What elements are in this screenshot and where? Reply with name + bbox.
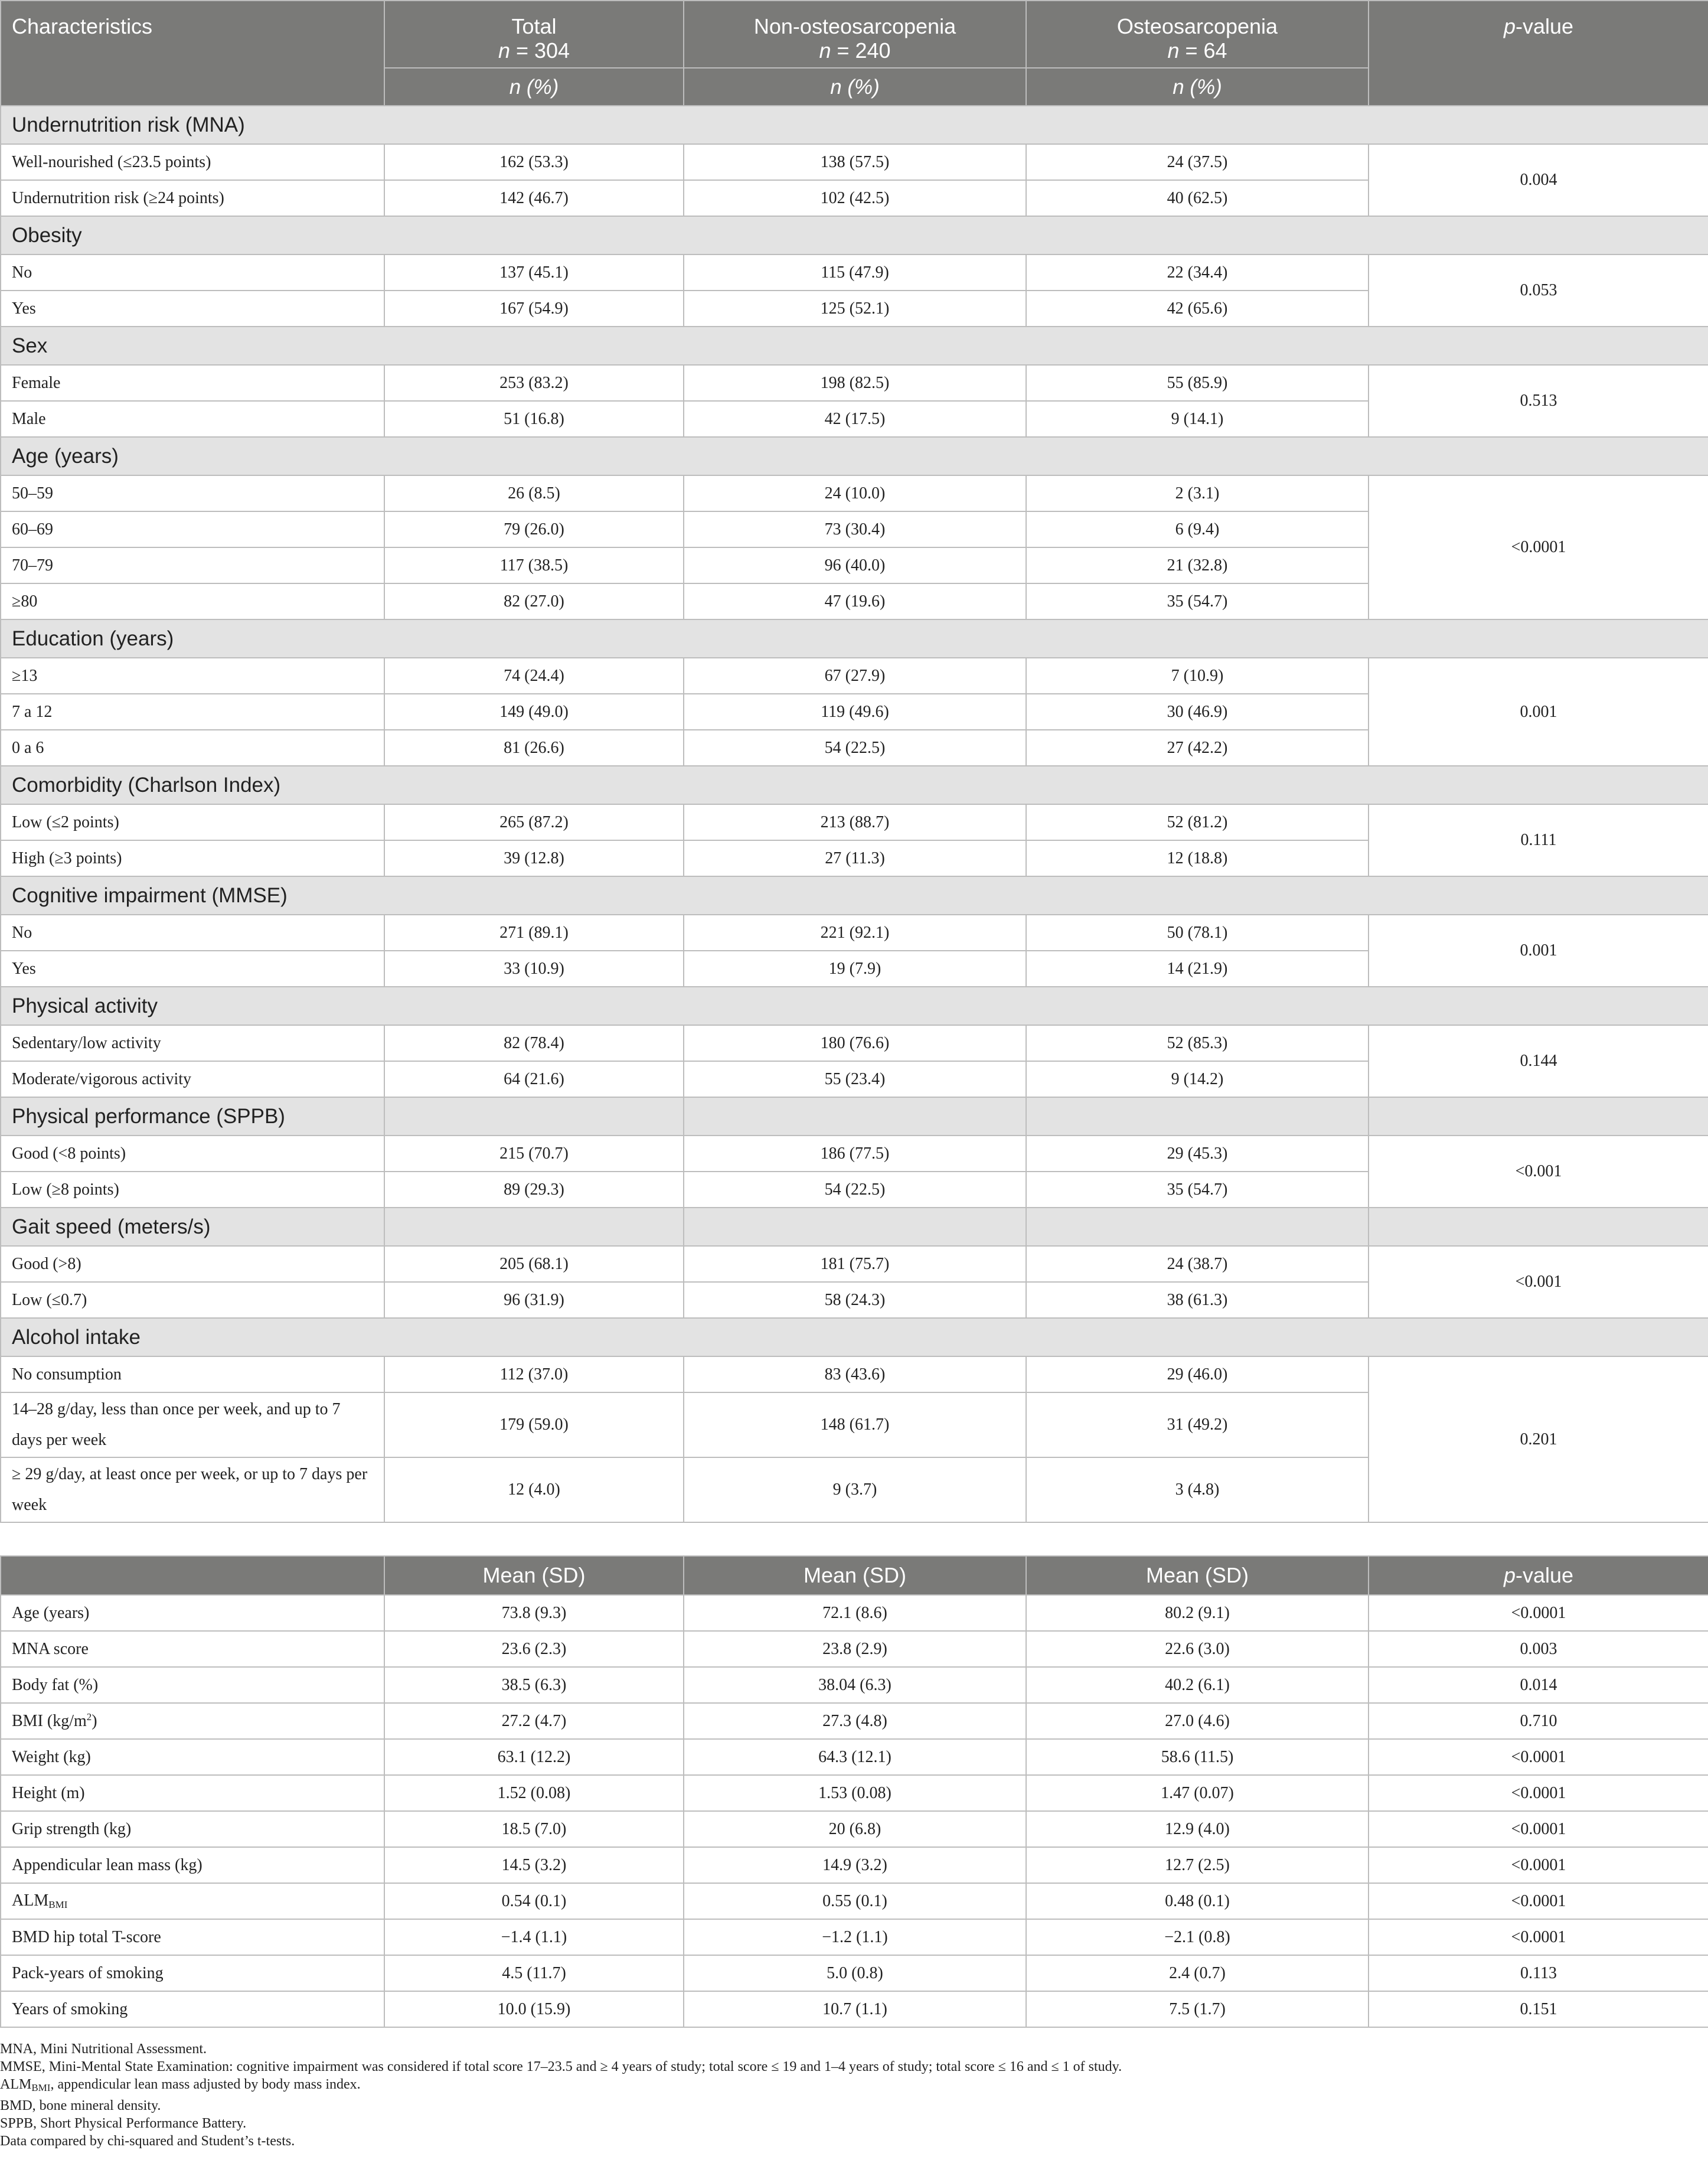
cell-non-osteosarcopenia: 221 (92.1)	[684, 915, 1026, 951]
row-label	[1, 1667, 384, 1703]
cell-total: 179 (59.0)	[384, 1392, 684, 1457]
cell-non-osteosarcopenia: 180 (76.6)	[684, 1025, 1026, 1061]
row-label: Low (≤2 points)	[1, 804, 384, 840]
section-title: Obesity	[1, 216, 1708, 255]
header2-mean-total: Mean (SD)	[384, 1556, 684, 1595]
section-header	[1, 437, 1708, 475]
row-label-text: Body fat (%)	[12, 1675, 99, 1694]
cell-non-osteosarcopenia: 54 (22.5)	[684, 730, 1026, 766]
cell-total: 12 (4.0)	[384, 1457, 684, 1522]
cell-total: 33 (10.9)	[384, 951, 684, 987]
row-label: 50–59	[1, 475, 384, 511]
cell-osteosarcopenia: 14 (21.9)	[1026, 951, 1369, 987]
cell-total: 142 (46.7)	[384, 180, 684, 216]
header-p-rest: -value	[1515, 14, 1574, 38]
table-row	[1, 1136, 1708, 1172]
row-label: Yes	[1, 291, 384, 327]
cell-non-osteosarcopenia: 14.9 (3.2)	[684, 1847, 1026, 1883]
header2-p-value	[1369, 1556, 1708, 1595]
cell-p-value: 0.004	[1369, 144, 1708, 216]
header-n-pct-non: n (%)	[684, 68, 1026, 106]
cell-p-value: 0.001	[1369, 658, 1708, 766]
cell-p-value: <0.001	[1369, 1246, 1708, 1318]
header-total	[384, 1, 684, 68]
cell-total: 149 (49.0)	[384, 694, 684, 730]
table2-body	[1, 1595, 1708, 2027]
section-empty-cell	[384, 1208, 684, 1246]
row-label: Male	[1, 401, 384, 437]
header-total-label: Total	[511, 14, 557, 38]
row-label: No	[1, 915, 384, 951]
cell-osteosarcopenia: 30 (46.9)	[1026, 694, 1369, 730]
header-osteo-label: Osteosarcopenia	[1116, 14, 1278, 38]
cell-non-osteosarcopenia: 9 (3.7)	[684, 1457, 1026, 1522]
cell-osteosarcopenia: 6 (9.4)	[1026, 511, 1369, 547]
row-label-text: BMD hip total T-score	[12, 1927, 161, 1946]
cell-non-osteosarcopenia: 148 (61.7)	[684, 1392, 1026, 1457]
header-p-value	[1369, 1, 1708, 106]
table-row	[1, 915, 1708, 951]
note-mmse: MMSE, Mini-Mental State Examination: cognitive impairment was considered if total score 17–23.5 and ≥ 4 years of study; total score ≤ 19 and 1–4 years of study; total score ≤ 16 and ≤ 1 of study.	[0, 2059, 1122, 2074]
cell-non-osteosarcopenia: 83 (43.6)	[684, 1356, 1026, 1392]
cell-non-osteosarcopenia: 55 (23.4)	[684, 1061, 1026, 1097]
cell-osteosarcopenia: 0.48 (0.1)	[1026, 1883, 1369, 1919]
row-label	[1, 1703, 384, 1739]
row-label: Undernutrition risk (≥24 points)	[1, 180, 384, 216]
means-table	[0, 1555, 1708, 2028]
table-row	[1, 1883, 1708, 1919]
cell-p-value: 0.144	[1369, 1025, 1708, 1097]
cell-total: 74 (24.4)	[384, 658, 684, 694]
section-empty-cell	[684, 1097, 1026, 1136]
row-label	[1, 1883, 384, 1919]
header-p-italic: p	[1503, 14, 1516, 38]
table-row	[1, 1919, 1708, 1955]
section-empty-cell	[684, 1208, 1026, 1246]
cell-p-value: 0.151	[1369, 1991, 1708, 2027]
section-title: Gait speed (meters/s)	[1, 1208, 384, 1246]
cell-total: 82 (78.4)	[384, 1025, 684, 1061]
cell-p-value: <0.0001	[1369, 475, 1708, 619]
cell-p-value: <0.0001	[1369, 1811, 1708, 1847]
header2-mean-osteo: Mean (SD)	[1026, 1556, 1369, 1595]
table-row	[1, 1356, 1708, 1392]
cell-non-osteosarcopenia: 213 (88.7)	[684, 804, 1026, 840]
cell-osteosarcopenia: 27 (42.2)	[1026, 730, 1369, 766]
cell-p-value: 0.003	[1369, 1631, 1708, 1667]
section-header	[1, 106, 1708, 144]
header-non-label: Non-osteosarcopenia	[753, 14, 956, 38]
cell-total: 4.5 (11.7)	[384, 1955, 684, 1991]
row-label	[1, 1847, 384, 1883]
table-row	[1, 1739, 1708, 1775]
cell-osteosarcopenia: 42 (65.6)	[1026, 291, 1369, 327]
row-label: No	[1, 255, 384, 291]
cell-osteosarcopenia: 7 (10.9)	[1026, 658, 1369, 694]
row-label: Well-nourished (≤23.5 points)	[1, 144, 384, 180]
row-label: ≥ 29 g/day, at least once per week, or up to 7 days per week	[1, 1457, 384, 1522]
note-alm	[0, 2076, 1700, 2097]
cell-total: 18.5 (7.0)	[384, 1811, 684, 1847]
cell-non-osteosarcopenia: 72.1 (8.6)	[684, 1595, 1026, 1631]
cell-p-value: <0.0001	[1369, 1883, 1708, 1919]
row-label: 70–79	[1, 547, 384, 583]
header-non-osteosarcopenia	[684, 1, 1026, 68]
cell-osteosarcopenia: 7.5 (1.7)	[1026, 1991, 1369, 2027]
row-label	[1, 1631, 384, 1667]
header-total-n-value: = 304	[510, 38, 570, 63]
cell-osteosarcopenia: 40 (62.5)	[1026, 180, 1369, 216]
section-header	[1, 987, 1708, 1025]
section-header	[1, 327, 1708, 365]
cell-p-value: <0.0001	[1369, 1775, 1708, 1811]
row-label	[1, 1919, 384, 1955]
cell-osteosarcopenia: 24 (37.5)	[1026, 144, 1369, 180]
row-label: ≥13	[1, 658, 384, 694]
cell-total: 81 (26.6)	[384, 730, 684, 766]
cell-p-value: 0.201	[1369, 1356, 1708, 1522]
cell-non-osteosarcopenia: 115 (47.9)	[684, 255, 1026, 291]
note-mna: MNA, Mini Nutritional Assessment.	[0, 2041, 207, 2057]
section-title: Physical performance (SPPB)	[1, 1097, 384, 1136]
cell-total: 167 (54.9)	[384, 291, 684, 327]
cell-non-osteosarcopenia: 138 (57.5)	[684, 144, 1026, 180]
cell-non-osteosarcopenia: 73 (30.4)	[684, 511, 1026, 547]
section-title: Sex	[1, 327, 1708, 365]
cell-p-value: 0.001	[1369, 915, 1708, 987]
row-label-sup: 2	[86, 1711, 92, 1722]
table-row	[1, 1955, 1708, 1991]
cell-total: 0.54 (0.1)	[384, 1883, 684, 1919]
cell-osteosarcopenia: 40.2 (6.1)	[1026, 1667, 1369, 1703]
cell-non-osteosarcopenia: 27.3 (4.8)	[684, 1703, 1026, 1739]
cell-total: 14.5 (3.2)	[384, 1847, 684, 1883]
cell-p-value: <0.001	[1369, 1136, 1708, 1208]
header2-mean-non: Mean (SD)	[684, 1556, 1026, 1595]
table-row	[1, 1847, 1708, 1883]
cell-non-osteosarcopenia: 54 (22.5)	[684, 1172, 1026, 1208]
row-label	[1, 1955, 384, 1991]
cell-osteosarcopenia: 35 (54.7)	[1026, 1172, 1369, 1208]
row-label: Low (≤0.7)	[1, 1282, 384, 1318]
cell-osteosarcopenia: 29 (45.3)	[1026, 1136, 1369, 1172]
cell-non-osteosarcopenia: 42 (17.5)	[684, 401, 1026, 437]
table-row	[1, 1775, 1708, 1811]
section-header	[1, 1318, 1708, 1356]
cell-osteosarcopenia: 52 (85.3)	[1026, 1025, 1369, 1061]
table-row	[1, 804, 1708, 840]
row-label: Yes	[1, 951, 384, 987]
header-total-n	[396, 38, 672, 63]
table-row	[1, 144, 1708, 180]
cell-non-osteosarcopenia: 0.55 (0.1)	[684, 1883, 1026, 1919]
header-non-n-label: n	[819, 38, 831, 63]
header-osteosarcopenia	[1026, 1, 1369, 68]
cell-osteosarcopenia: 24 (38.7)	[1026, 1246, 1369, 1282]
cell-osteosarcopenia: 22.6 (3.0)	[1026, 1631, 1369, 1667]
note-alm-sub: BMI	[31, 2082, 51, 2093]
cell-total: 38.5 (6.3)	[384, 1667, 684, 1703]
section-title: Age (years)	[1, 437, 1708, 475]
section-empty-cell	[1369, 1097, 1708, 1136]
section-header	[1, 766, 1708, 804]
row-label-text: Years of smoking	[12, 1999, 128, 2018]
header-n-pct-osteo: n (%)	[1026, 68, 1369, 106]
cell-osteosarcopenia: −2.1 (0.8)	[1026, 1919, 1369, 1955]
cell-total: 137 (45.1)	[384, 255, 684, 291]
header2-p-italic: p	[1503, 1563, 1516, 1587]
table-row	[1, 255, 1708, 291]
cell-non-osteosarcopenia: 119 (49.6)	[684, 694, 1026, 730]
row-label-text: MNA score	[12, 1639, 89, 1658]
cell-osteosarcopenia: 1.47 (0.07)	[1026, 1775, 1369, 1811]
section-title: Alcohol intake	[1, 1318, 1708, 1356]
section-title: Comorbidity (Charlson Index)	[1, 766, 1708, 804]
header-non-n-value: = 240	[831, 38, 891, 63]
cell-total: 89 (29.3)	[384, 1172, 684, 1208]
cell-total: 253 (83.2)	[384, 365, 684, 401]
cell-total: 82 (27.0)	[384, 583, 684, 619]
cell-p-value: <0.0001	[1369, 1847, 1708, 1883]
cell-osteosarcopenia: 2 (3.1)	[1026, 475, 1369, 511]
section-header	[1, 216, 1708, 255]
table-row	[1, 1703, 1708, 1739]
row-label: 14–28 g/day, less than once per week, and up to 7 days per week	[1, 1392, 384, 1457]
cell-total: 215 (70.7)	[384, 1136, 684, 1172]
row-label	[1, 1739, 384, 1775]
cell-osteosarcopenia: 21 (32.8)	[1026, 547, 1369, 583]
row-label: No consumption	[1, 1356, 384, 1392]
cell-osteosarcopenia: 38 (61.3)	[1026, 1282, 1369, 1318]
cell-non-osteosarcopenia: −1.2 (1.1)	[684, 1919, 1026, 1955]
row-label: 0 a 6	[1, 730, 384, 766]
cell-p-value: 0.053	[1369, 255, 1708, 327]
section-header	[1, 876, 1708, 915]
row-label-text: Age (years)	[12, 1603, 90, 1622]
cell-osteosarcopenia: 31 (49.2)	[1026, 1392, 1369, 1457]
table-row	[1, 365, 1708, 401]
cell-total: 117 (38.5)	[384, 547, 684, 583]
section-title: Undernutrition risk (MNA)	[1, 106, 1708, 144]
row-label: Good (>8)	[1, 1246, 384, 1282]
cell-osteosarcopenia: 3 (4.8)	[1026, 1457, 1369, 1522]
cell-p-value: <0.0001	[1369, 1919, 1708, 1955]
cell-non-osteosarcopenia: 96 (40.0)	[684, 547, 1026, 583]
cell-non-osteosarcopenia: 5.0 (0.8)	[684, 1955, 1026, 1991]
table-row	[1, 1811, 1708, 1847]
note-bmd: BMD, bone mineral density.	[0, 2098, 161, 2113]
note-sppb: SPPB, Short Physical Performance Battery.	[0, 2116, 247, 2131]
row-label: Sedentary/low activity	[1, 1025, 384, 1061]
table-row	[1, 1595, 1708, 1631]
note-data: Data compared by chi-squared and Student’s t-tests.	[0, 2133, 295, 2149]
row-label	[1, 1775, 384, 1811]
cell-total: 39 (12.8)	[384, 840, 684, 876]
cell-p-value: 0.710	[1369, 1703, 1708, 1739]
row-label: 60–69	[1, 511, 384, 547]
table-row	[1, 1667, 1708, 1703]
cell-total: 265 (87.2)	[384, 804, 684, 840]
cell-osteosarcopenia: 12.7 (2.5)	[1026, 1847, 1369, 1883]
section-empty-cell	[384, 1097, 684, 1136]
section-header	[1, 1208, 1708, 1246]
cell-total: 23.6 (2.3)	[384, 1631, 684, 1667]
header-osteo-n-label: n	[1167, 38, 1180, 63]
cell-osteosarcopenia: 12 (18.8)	[1026, 840, 1369, 876]
section-empty-cell	[1026, 1208, 1369, 1246]
section-header	[1, 619, 1708, 658]
row-label-text: ALM	[12, 1891, 49, 1910]
cell-total: 73.8 (9.3)	[384, 1595, 684, 1631]
cell-non-osteosarcopenia: 23.8 (2.9)	[684, 1631, 1026, 1667]
cell-non-osteosarcopenia: 125 (52.1)	[684, 291, 1026, 327]
row-label: Female	[1, 365, 384, 401]
row-label	[1, 1991, 384, 2027]
row-label: High (≥3 points)	[1, 840, 384, 876]
section-title: Education (years)	[1, 619, 1708, 658]
table-footnotes	[0, 2040, 1700, 2150]
cell-p-value: <0.0001	[1369, 1595, 1708, 1631]
cell-non-osteosarcopenia: 19 (7.9)	[684, 951, 1026, 987]
row-label-text: Weight (kg)	[12, 1747, 91, 1766]
header2-blank	[1, 1556, 384, 1595]
cell-osteosarcopenia: 27.0 (4.6)	[1026, 1703, 1369, 1739]
header2-p-rest: -value	[1515, 1563, 1574, 1587]
cell-total: 26 (8.5)	[384, 475, 684, 511]
cell-osteosarcopenia: 50 (78.1)	[1026, 915, 1369, 951]
row-label-tail: )	[92, 1712, 97, 1730]
cell-total: −1.4 (1.1)	[384, 1919, 684, 1955]
cell-osteosarcopenia: 35 (54.7)	[1026, 583, 1369, 619]
note-alm-head: ALM	[0, 2077, 32, 2092]
cell-non-osteosarcopenia: 20 (6.8)	[684, 1811, 1026, 1847]
row-label	[1, 1811, 384, 1847]
cell-total: 63.1 (12.2)	[384, 1739, 684, 1775]
cell-non-osteosarcopenia: 47 (19.6)	[684, 583, 1026, 619]
row-label: Low (≥8 points)	[1, 1172, 384, 1208]
cell-osteosarcopenia: 12.9 (4.0)	[1026, 1811, 1369, 1847]
cell-total: 205 (68.1)	[384, 1246, 684, 1282]
cell-total: 27.2 (4.7)	[384, 1703, 684, 1739]
cell-total: 51 (16.8)	[384, 401, 684, 437]
cell-non-osteosarcopenia: 64.3 (12.1)	[684, 1739, 1026, 1775]
cell-p-value: 0.513	[1369, 365, 1708, 437]
cell-non-osteosarcopenia: 186 (77.5)	[684, 1136, 1026, 1172]
section-header	[1, 1097, 1708, 1136]
table-row	[1, 1991, 1708, 2027]
cell-p-value: 0.113	[1369, 1955, 1708, 1991]
cell-total: 96 (31.9)	[384, 1282, 684, 1318]
cell-osteosarcopenia: 52 (81.2)	[1026, 804, 1369, 840]
cell-non-osteosarcopenia: 10.7 (1.1)	[684, 1991, 1026, 2027]
table-row	[1, 475, 1708, 511]
section-title: Cognitive impairment (MMSE)	[1, 876, 1708, 915]
row-label	[1, 1595, 384, 1631]
section-empty-cell	[1026, 1097, 1369, 1136]
row-label-text: Grip strength (kg)	[12, 1819, 132, 1838]
row-label: Moderate/vigorous activity	[1, 1061, 384, 1097]
row-label: Good (<8 points)	[1, 1136, 384, 1172]
table-row	[1, 1246, 1708, 1282]
row-label-text: Pack-years of smoking	[12, 1963, 164, 1982]
section-title: Physical activity	[1, 987, 1708, 1025]
cell-total: 10.0 (15.9)	[384, 1991, 684, 2027]
row-label: ≥80	[1, 583, 384, 619]
cell-osteosarcopenia: 9 (14.2)	[1026, 1061, 1369, 1097]
table1-body	[1, 106, 1708, 1522]
cell-osteosarcopenia: 58.6 (11.5)	[1026, 1739, 1369, 1775]
row-label-sub: BMI	[48, 1899, 68, 1910]
cell-non-osteosarcopenia: 38.04 (6.3)	[684, 1667, 1026, 1703]
cell-osteosarcopenia: 22 (34.4)	[1026, 255, 1369, 291]
cell-osteosarcopenia: 2.4 (0.7)	[1026, 1955, 1369, 1991]
table-row	[1, 658, 1708, 694]
note-alm-tail: , appendicular lean mass adjusted by body mass index.	[50, 2077, 361, 2092]
row-label-text: BMI (kg/m	[12, 1712, 87, 1730]
cell-non-osteosarcopenia: 24 (10.0)	[684, 475, 1026, 511]
cell-osteosarcopenia: 29 (46.0)	[1026, 1356, 1369, 1392]
row-label-text: Appendicular lean mass (kg)	[12, 1855, 203, 1874]
table-row	[1, 1631, 1708, 1667]
cell-non-osteosarcopenia: 58 (24.3)	[684, 1282, 1026, 1318]
header-n-pct-total: n (%)	[384, 68, 684, 106]
cell-total: 112 (37.0)	[384, 1356, 684, 1392]
cell-non-osteosarcopenia: 27 (11.3)	[684, 840, 1026, 876]
cell-osteosarcopenia: 9 (14.1)	[1026, 401, 1369, 437]
header-characteristics: Characteristics	[1, 1, 384, 106]
cell-non-osteosarcopenia: 102 (42.5)	[684, 180, 1026, 216]
cell-total: 1.52 (0.08)	[384, 1775, 684, 1811]
row-label-text: Height (m)	[12, 1783, 85, 1802]
cell-total: 271 (89.1)	[384, 915, 684, 951]
cell-non-osteosarcopenia: 1.53 (0.08)	[684, 1775, 1026, 1811]
cell-p-value: <0.0001	[1369, 1739, 1708, 1775]
cell-osteosarcopenia: 80.2 (9.1)	[1026, 1595, 1369, 1631]
table-row	[1, 1025, 1708, 1061]
header-osteo-n	[1037, 38, 1357, 63]
row-label: 7 a 12	[1, 694, 384, 730]
cell-total: 79 (26.0)	[384, 511, 684, 547]
cell-total: 162 (53.3)	[384, 144, 684, 180]
header-total-n-label: n	[498, 38, 510, 63]
header-non-n	[695, 38, 1015, 63]
cell-total: 64 (21.6)	[384, 1061, 684, 1097]
cell-non-osteosarcopenia: 181 (75.7)	[684, 1246, 1026, 1282]
cell-osteosarcopenia: 55 (85.9)	[1026, 365, 1369, 401]
cell-non-osteosarcopenia: 67 (27.9)	[684, 658, 1026, 694]
cell-non-osteosarcopenia: 198 (82.5)	[684, 365, 1026, 401]
header-osteo-n-value: = 64	[1179, 38, 1227, 63]
cell-p-value: 0.014	[1369, 1667, 1708, 1703]
cell-p-value: 0.111	[1369, 804, 1708, 876]
section-empty-cell	[1369, 1208, 1708, 1246]
